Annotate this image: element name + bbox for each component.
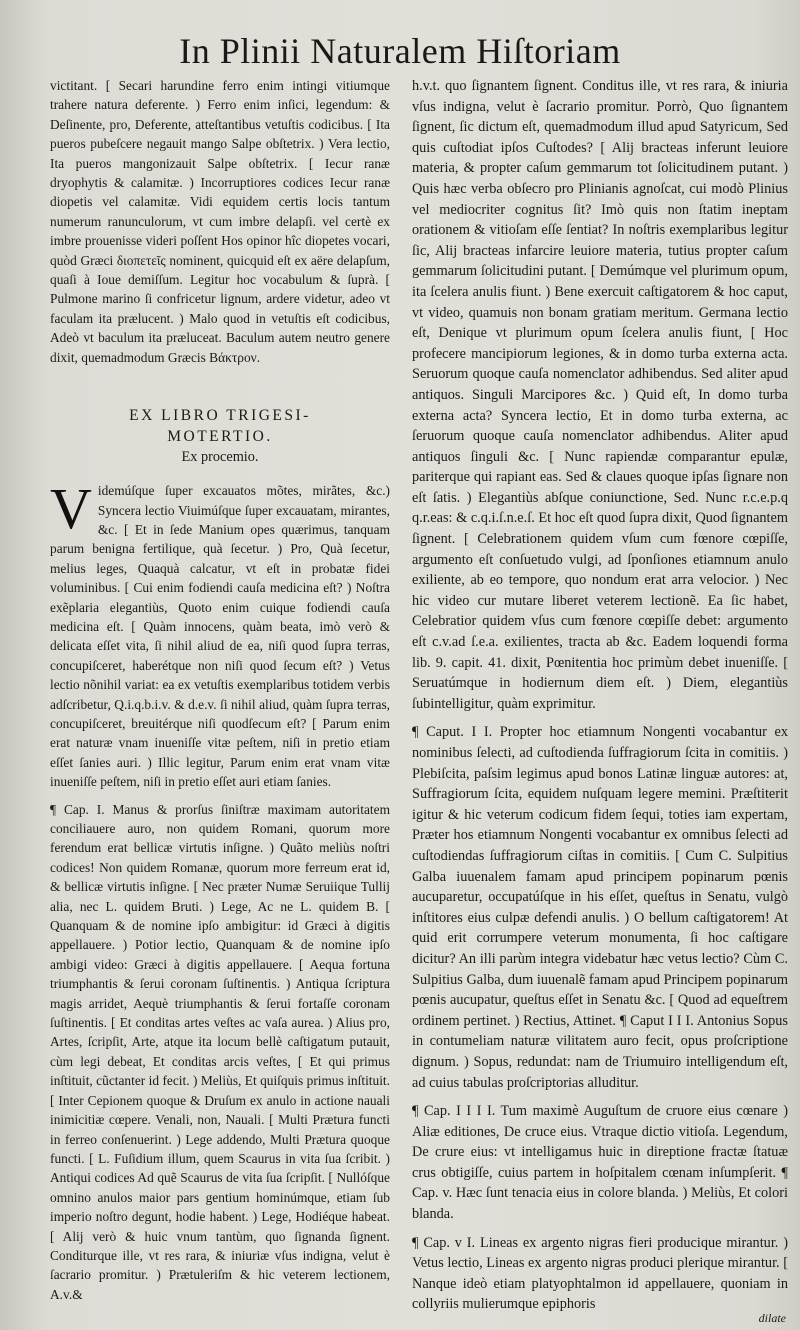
left-paragraph-2-text: idemúſque ſuper excauatos mõtes, mirãtes, &c.) Syncera lectio Viuimúſque ſuper excauatam, mirantes, &c. [ Et in ſede Manium opes quærimus, tanquam parum benigna fertilique, quà ſecetur. ) Pro, Quà ſecetur, melius leges, Quaquà calcatur, vt eſt in probatæ fidei voluminibus. [ Cui enim fodiendi cauſa medicina eſt? ) Noſtra exẽplaria elegantiùs, Quoto enim cuique fodiendi cauſa medicina eſt. [ Quàm innocens, quàm beata, imò verò & delicata eſſet vita, ſi nihil aliud de ea, niſi quod ſupra terras, concupiſceret, haberétque non niſi quod ſecum eſt? ) Vetus lectio nõnihil variat: ea ex vetuſtis exemplaribus totidem verbis adſcribetur, Q.i.q.b.i.v. & d.e.v. ſi nihil aliud, quàm ſupra terras, concupiſceret, breuitérque niſi quodſecum eſt? [ Parum enim erat naturæ vnam inueniſſe vitæ peſtem, niſi in pretio etiam eſſet ſanies auri. ) Illic legitur, Parum enim erat vnam vitæ inueniſſe peſtem, niſi in pretio eſſet auri etiam ſanies.	[50, 483, 390, 790]
section-title-line-1: EX LIBRO TRIGESI-	[129, 407, 311, 425]
section-title-line-2: MOTERTIO.	[167, 428, 273, 446]
left-paragraph-2	[50, 476, 390, 792]
section-subtitle: Ex procemio.	[181, 449, 259, 466]
catchword: dilate	[758, 1311, 786, 1325]
running-head: In Plinii Naturalem Hiſtoriam	[179, 31, 621, 71]
right-paragraph-3: ¶ Cap. I I I I. Tum maximè Auguſtum de cruore eius cœnare ) Aliæ editiones, De cruce eius. Vtraque dictio vitioſa. Legendum, De crure eius: vt intelligamus huic in direptione fractæ ſtatuæ crus obtigiſſe, cuius partem in hoſpitalem cœnam inſumpſerit. ¶ Cap. v. Hæc ſunt tenacia eius in colore blanda. ) Meliùs, Et colori blanda.	[412, 1103, 788, 1223]
right-paragraph-1: h.v.t. quo ſignantem ſignent. Conditus ille, vt res rara, & iniuria vſus indigna, velut è ſacrario promitur. Porrò, Quo ſignantem ſignent, ſic dictum eſt, quemadmodum illud apud Satyricum, Sed quis cuſtodiat ipſos Cuſtodes? [ Alij bracteas inferunt leuiore materia, & propter caſum gemmarum tot ſolicitudinem putant. ) Quis hæc verba obſecro pro Plinianis agnoſcat, cui modò Plinius vel mediocriter cognitus ſit? Imò quis non ſtatim ineptam orationem & vitioſam eſſe ſentiat? In noſtris exemplaribus legitur ſic, Alij bracteas infarcire leuiore materia, tutius propter caſum gemmarum ſolicitudini putant. [ Demúmque vel plurimum opum, ita ſcelera anulis fiunt. ) Bene exercuit caſtigatorem & hoc caput, vt video, quamuis non bonam gratiam meritum. Germana lectio eſt, Denique vt plurimum opum ſcelera anulis fiunt, [ Hoc profecere mancipiorum legiones, & in domo turba externa acta. Seruorum quoque cauſa nomenclator adhibendus. Sed aliter apud antiquos. Singuli Marcipores &c. ) Quid eſt, In domo turba externa acta? Syncera lectio, Et in domo turba externa, ac ſeruorum quoque cauſa nomenclator adhibendus. Aliter apud antiquos ſinguli &c. [ Nunc rapiendæ comparantur epulæ, pariterque qui rapiant eas. Sed & claues quoque ipſas ſignare non eſt ſatis. ) Elegantiùs abſque coniunctione, Sed. Nunc r.c.e.p.q q.r.eas: & c.q.i.ſ.n.e.ſ. Et hoc eſt quod ſupra dixit, Quod ſignantem ſignent. [ Celebrationem quidem vſum cum fœnore cœpiſſe, argumento eſt conſuetudo vulgi, ad ſponſiones etiamnum anulo exiliente, ab eo tempore, quo nondum erat arra velocior. ) Nec hic video cur mutare liberet veterem lectionẽ. Ea ſic habet, Celebratior quidem vſus cum fœnore cœpiſſe debet: argumento eſt c.v.ad ſ.e.a. exilientes, tracta ab &c. Eadem loquendi forma lib. 9. capit. 41. dixit, Pœnitentia hoc primùm debet inueniſſe. [ Seruatúmque in hodiernum diem eſt. ) Diem, elegantiùs ſubintelligitur, quàm exprimitur.	[412, 78, 788, 712]
right-paragraph-4: ¶ Cap. v I. Lineas ex argento nigras fieri producique mirantur. ) Vetus lectio, Lineas ex argento nigras produci plerique mirantur. [ Nanque ideò etiam platyophtalmon id appellauere, quoniam in collyriis mulierumque epiphoris	[412, 1234, 788, 1313]
left-paragraph-3: ¶ Cap. I. Manus & prorſus ſiniſtræ maximam autoritatem conciliauere auro, non quidem Romani, quorum more ferendum erat bellicæ virtutis inſigne. ) Quãto meliùs noſtri codices! Non quidem Romanæ, quorum more ferreum erat id, & bellicæ virtutis inſigne. [ Nec præter Numæ Seruiique Tullij alia, nec L. quidem Bruti. ) Lege, Ac ne L. quidem B. [ Quanquam & de nomine ipſo ambigitur: id Græci à digitis appellauere. ) Potior lectio, Quanquam & de nomine ipſo ambigi video: Græci à digitis appellauere. [ Aequa fortuna triumphantis & ſerui coronam ſuſtinentis. ) Antiqua ſcriptura magis arridet, Aequè triumphantis & ſerui fortaſſe coronam ſuſtinentis. [ Et conditas artes veſtes ac vaſa aurea. ) Alius pro, Artes, ſcripſit, Arte, atque ita locum bellè caſtigatum putauit, cùm legi debeat, Et conditas arcis veſtes, [ Et qui primus inſtituit, cũctanter id fecit. ) Meliùs, Et quiſquis primus inſtituit. [ Inter Cepionem quoque & Druſum ex anulo in actione nauali inimicitiæ cœpere. Venali, non, Nauali. [ Multi Prætura functi in ferreo conſenuerint. ) Lege addendo, Multi Prætura quoque functi. [ L. Fuſidium illum, quem Scaurus in vita ſua ſcribit. ) Antiqui codices Ad quẽ Scaurus de vita ſua ſcripſit. [ Nullóſque omnino anulos maior pars gentium hominúmque, etiam ſub imperio noſtro degunt, hodie habent. ) Lege, Hodiéque habeat. [ Alij verò & huic vnum tantùm, quo ſignanda ſignent. Conditurque ille, vt res rara, & iniuriæ vſus indigna, velut è ſacrario promitur. ) Prætuleriſm & hic veterem lectionem, A.v.&	[50, 801, 390, 1302]
right-column	[412, 76, 788, 1315]
section-title	[50, 405, 390, 447]
right-paragraph-2: ¶ Caput. I I. Propter hoc etiamnum Nongenti vocabantur ex nominibus ſelecti, ad cuſtodienda ſuffragiorum ſcita in comitiis. ) Plebiſcita, paſsim legimus apud bonos Latinæ linguæ autores: at, Suffragiorum ſcita, equidem nuſquam legere memini. Præſtiterit igitur & hic veterum codicum fidem ſequi, toties iam expertam, Præter hos etiamnum Nongenti vocabantur ex omnibus ſelecti ad cuſtodiendas ſuffragiorum ciſtas in comitiis. [ Cum C. Sulpitius Galba iuuenalem famam apud principem popinarum pœnis aucuparetur, occupatúſque in his eſſet, queſtus in Senatu, vulgò inſtitores eius culpæ defendi anulis. ) O bellum caſtigatorem! At quid erit corrumpere veterum monumenta, ſi hoc caſtigare dicitur? An illi parùm integra videbatur hæc vetus lectio? Cùm C. Sulpitius Galba, dum iuuenalẽ famam apud Principem popinarum pœnis aucupatur, queſtus eſſet in Senatu &c. [ Quod ad equeſtrem ordinem pertinet. ) Rectius, Attinet. ¶ Caput I I I. Antonius Sopus in contumeliam naturæ vilitatem auro fecit, opus proſcriptione dignum. ) Sopus, redundat: nam de Triumuiro intelligendum eſt, ad cuius tabulas proſcriptorias alluditur.	[412, 724, 788, 1091]
left-column	[50, 76, 390, 1304]
drop-cap-initial: V	[50, 476, 92, 542]
left-paragraph-1: victitant. [ Secari harundine ferro enim intingi vitiumque trahere natura deferente. ) Ferro enim inſici, legendum: & Deſinente, pro, Deferente, atteſtantibus vetuſtis codicibus. [ Ita pueros pubeſcere negauit mango Salpe obſtetrix. ) Vera lectio, Ita pueros mangonizauit Salpe obſtetrix. [ Iecur ranæ dryophytis & calamitæ. ) Incorruptiores codices Iecur ranæ diopetis vel calamitæ. Vidi equidem certis locis tantum numerum ranunculorum, vt cum imbre delapſi. vel certè ex imbre prouenisse videri poſſent Hos opinor hîc diopetes vocari, quòd Græci διοπετεῖς nominent, quicquid eſt ex aëre delapſum, quaſi à Ioue demiſſum. Legitur hoc vocabulum & ſuprà. [ Pulmone marino ſi confricetur lignum, ardere videtur, adeo vt faculam ita prælucent. ) Malo quod in vetuſtis eſt codicibus, Adeò vt baculum ita præluceat. Baculum autem neutro genere dixit, quemadmodum Græcis Βάκτρον.	[50, 78, 390, 365]
